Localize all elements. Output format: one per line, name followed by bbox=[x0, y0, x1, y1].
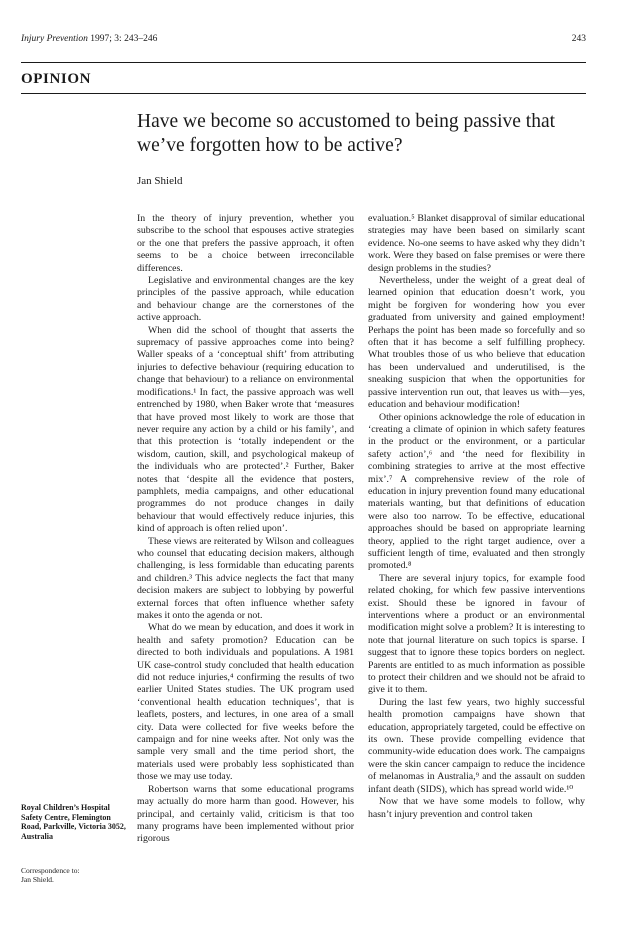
paragraph: Legislative and environmental changes are the key principles of the passive approach, while education and behaviour change are the cornerstones of the active approach. bbox=[137, 275, 354, 324]
journal-name: Injury Prevention bbox=[21, 34, 88, 44]
paragraph: When did the school of thought that asserts the supremacy of passive approaches come into being? Waller speaks of a ‘conceptual shift’ from attributing injuries to defective behaviour (requiring education to change that behaviour) to a reliance on environmental modifications.¹ In fact, the passive approach was well entrenched by 1980, when Baker wrote that ‘measures that have proved most likely to work are those that never require any action by a child or his family’, and that this protection is ‘totally independent or the wisdom, caution, skill, and psychological makeup of the individuals who are protected’.² Further, Baker notes that ‘despite all the evidence that posters, pamphlets, media campaigns, and other educational programmes do not produce changes in daily behaviour that would effectively reduce injuries, this kind of approach is often relied upon’. bbox=[137, 324, 354, 535]
body-column-left bbox=[137, 213, 354, 846]
article-title: Have we become so accustomed to being passive that we’ve forgotten how to be active? bbox=[137, 111, 556, 156]
correspondence bbox=[21, 866, 129, 884]
paragraph: Nevertheless, under the weight of a great deal of learned opinion that education doesn’t work, you might be forgiven for wondering how you ever graduated from university and gained employment! Perhaps the point has been made so forcefully and so often that it has become a self fulfilling prophecy. What troubles those of us who believe that education has been undervalued and underutilised, is the sneaking suspicion that when the opportunities for passive intervention run out, that leaves us with—yes, education and behaviour modification! bbox=[368, 275, 585, 411]
page-number: 243 bbox=[571, 34, 586, 44]
correspondence-label: Correspondence to: bbox=[21, 866, 80, 875]
paragraph: What do we mean by education, and does it work in health and safety promotion? Education can be directed to both individuals and populations. A 1981 UK case-control study concluded that health education did not reduce injuries,⁴ confirming the results of two earlier United States studies. The UK program used ‘conventional health education techniques’, that is leaflets, posters, and lectures, in one area of a small city. Data were collected for five weeks before the campaign and for nine weeks after. Not only was the sample very small and the time period short, the materials used were probably less sophisticated than those we may use today. bbox=[137, 622, 354, 783]
body-column-right bbox=[368, 213, 585, 821]
citation: 1997; 3: 243–246 bbox=[87, 34, 158, 44]
section-label: OPINION bbox=[21, 71, 92, 87]
paragraph: During the last few years, two highly successful health promotion campaigns have shown that education, appropriately targeted, could be effective on its own. These provide compelling evidence that community-wide education does work. The campaigns were the skin cancer campaign to reduce the incidence of melanomas in Australia,⁹ and the assault on sudden infant death (SIDS), which has spread world wide.¹⁰ bbox=[368, 696, 585, 795]
top-rule bbox=[21, 62, 586, 63]
author-name: Jan Shield bbox=[137, 175, 183, 187]
paragraph: Other opinions acknowledge the role of education in ‘creating a climate of opinion in which safety features in the product or the environment, or a particular safety action’,⁶ and ‘the need for flexibility in combining strategies to arrive at the most effective mix’.⁷ A comprehensive review of the role of education in injury prevention found many educational materials wanting, but that definitions of education were also too narrow. To be effective, educational approaches should be based on appropriate learning theory, applied to the right target audience, over a sufficient length of time, evaluated and then strongly promoted.⁸ bbox=[368, 411, 585, 572]
correspondence-name: Jan Shield. bbox=[21, 875, 54, 885]
author-affiliation: Royal Children’s Hospital Safety Centre, Flemington Road, Parkville, Victoria 3052, Australia bbox=[21, 803, 126, 841]
paragraph: There are several injury topics, for example food related choking, for which few passive interventions exist. Should these be ignored in favour of interventions where a product or an environmental modification might solve a problem? It is interesting to note that journal literature on such topics is sparse. I suggest that to ignore these topics borders on neglect. Parents are entitled to as much information as possible to protect their children and we should not be afraid to give it to them. bbox=[368, 572, 585, 696]
paragraph: These views are reiterated by Wilson and colleagues who counsel that educating decision makers, although challenging, is less formidable than educating parents and children.³ This advice neglects the fact that many decision makers are subject to lobbying by powerful external forces that often influence whether safety makes it onto the agenda or not. bbox=[137, 535, 354, 621]
paragraph: Now that we have some models to follow, why hasn’t injury prevention and control taken bbox=[368, 796, 585, 820]
bottom-rule bbox=[21, 93, 586, 94]
paragraph: evaluation.⁵ Blanket disapproval of similar educational strategies may have been based on similarly scant evidence. No-one seems to have asked why they didn’t work. Were they based on false premises or were there design problems in the studies? bbox=[368, 213, 585, 274]
running-head bbox=[21, 34, 586, 48]
paragraph: In the theory of injury prevention, whether you subscribe to the school that espouses active strategies or the one that prefers the passive approach, it often seems to be a choice between irreconcilable differences. bbox=[137, 213, 354, 274]
paragraph: Robertson warns that some educational programs may actually do more harm than good. However, his principal, and certainly valid, criticism is that too many programs have been implemented without prior rigorous bbox=[137, 783, 354, 845]
